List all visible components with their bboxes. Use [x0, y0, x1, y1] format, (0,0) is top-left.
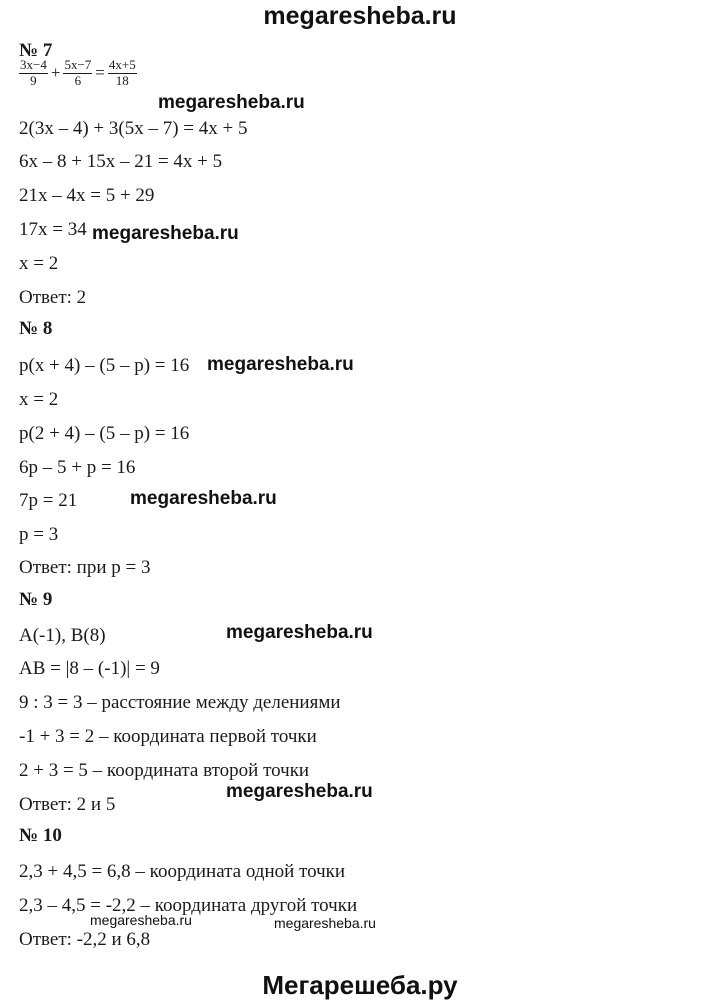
site-header: megaresheba.ru	[263, 2, 457, 30]
task-7-fraction-equation	[19, 58, 137, 89]
watermark: megaresheba.ru	[226, 781, 373, 802]
task-8-line: p = 3	[19, 524, 59, 545]
task-9-line: 9 : 3 = 3 – расстояние между делениями	[19, 692, 341, 713]
fraction-1-denominator: 9	[30, 72, 37, 88]
fraction-1	[19, 58, 48, 89]
watermark: megaresheba.ru	[226, 622, 373, 643]
task-7-line: 21x – 4x = 5 + 29	[19, 185, 155, 206]
task-8-title: № 8	[19, 318, 53, 339]
task-8-line: p(2 + 4) – (5 – p) = 16	[19, 423, 190, 444]
watermark: megaresheba.ru	[130, 488, 277, 509]
task-7-line: x = 2	[19, 253, 59, 274]
fraction-3-denominator: 18	[115, 72, 129, 88]
watermark: megaresheba.ru	[274, 915, 376, 931]
task-9-line: A(-1), B(8)	[19, 625, 106, 646]
task-9-line: AB = |8 – (-1)| = 9	[19, 658, 160, 679]
task-9-line: -1 + 3 = 2 – координата первой точки	[19, 726, 317, 747]
fraction-3-numerator: 4x+5	[108, 57, 136, 72]
equals-sign: =	[95, 63, 105, 83]
fraction-1-numerator: 3x−4	[20, 57, 47, 72]
task-10-line: 2,3 + 4,5 = 6,8 – координата одной точки	[19, 861, 346, 882]
task-7-line: 17x = 34	[19, 219, 87, 240]
site-footer: Мегарешеба.ру	[262, 970, 458, 1000]
task-10-title: № 10	[19, 825, 62, 846]
task-9-title: № 9	[19, 589, 53, 610]
task-8-line: 7p = 21	[19, 490, 78, 511]
task-8-line: p(x + 4) – (5 – p) = 16	[19, 355, 190, 376]
fraction-3	[108, 58, 137, 89]
task-10-line: 2,3 – 4,5 = -2,2 – координата другой точки	[19, 895, 358, 916]
task-9-line: 2 + 3 = 5 – координата второй точки	[19, 760, 310, 781]
task-8-line: 6p – 5 + p = 16	[19, 457, 136, 478]
watermark: megaresheba.ru	[158, 92, 305, 113]
task-10-answer: Ответ: -2,2 и 6,8	[19, 929, 151, 950]
fraction-2-numerator: 5x−7	[64, 57, 92, 72]
watermark: megaresheba.ru	[90, 912, 192, 928]
fraction-2	[63, 58, 92, 89]
task-8-answer: Ответ: при p = 3	[19, 557, 151, 578]
watermark: megaresheba.ru	[92, 223, 239, 244]
task-7-title: № 7	[19, 40, 53, 61]
task-7-line: 2(3x – 4) + 3(5x – 7) = 4x + 5	[19, 118, 248, 139]
plus-sign: +	[50, 63, 61, 83]
watermark: megaresheba.ru	[207, 354, 354, 375]
task-7-line: 6x – 8 + 15x – 21 = 4x + 5	[19, 151, 223, 172]
fraction-2-denominator: 6	[74, 72, 82, 88]
task-9-answer: Ответ: 2 и 5	[19, 794, 116, 815]
task-8-line: x = 2	[19, 389, 59, 410]
task-7-answer: Ответ: 2	[19, 287, 87, 308]
